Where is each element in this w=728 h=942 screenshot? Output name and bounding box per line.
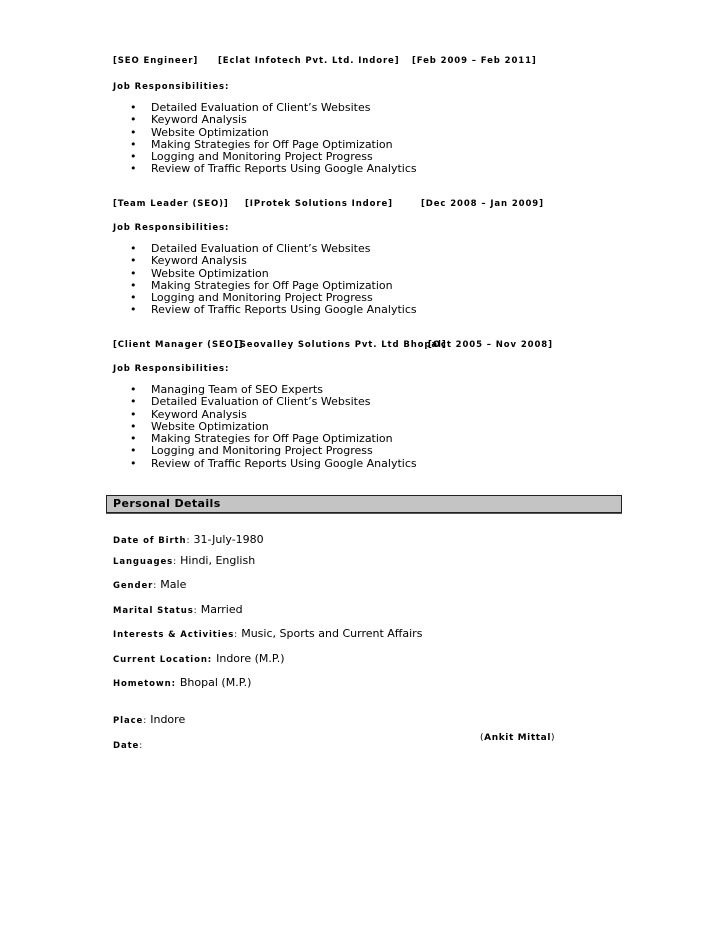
date-row: Date: (113, 741, 143, 751)
list-item: • Detailed Evaluation of Client’s Websites (130, 395, 371, 409)
list-item: • Keyword Analysis (130, 407, 247, 421)
gender-label: Gender (113, 581, 154, 591)
list-item: • Logging and Monitoring Project Progress (130, 150, 373, 164)
bullet-icon: • (130, 291, 137, 305)
job-header (113, 199, 633, 211)
list-item: • Detailed Evaluation of Client’s Websites (130, 242, 371, 255)
place-row: Place: Indore (113, 713, 186, 726)
dob-row: Date of Birth: 31-July-1980 (113, 533, 264, 546)
marital-label: Marital Status (113, 606, 194, 616)
bullet-icon: • (130, 383, 137, 396)
dob-value: 31-July-1980 (193, 533, 264, 546)
bullet-icon: • (130, 137, 137, 151)
date-label: Date (113, 741, 140, 751)
job-header (113, 340, 633, 352)
bullet-icon: • (130, 266, 137, 280)
job-period: [Feb 2009 – Feb 2011] (412, 56, 537, 66)
section-title: Personal Details (113, 497, 221, 510)
bullet-icon: • (130, 242, 137, 255)
place-value: Indore (150, 713, 186, 726)
bullet-icon: • (130, 419, 137, 433)
list-item: • Making Strategies for Off Page Optimization (130, 278, 393, 292)
bullet-icon: • (130, 162, 137, 176)
hometown-label: Hometown: (113, 679, 176, 689)
interests-row: Interests & Activities: Music, Sports and Current Affairs (113, 627, 423, 640)
job-role: [Team Leader (SEO)] (113, 199, 229, 209)
bullet-icon: • (130, 254, 137, 268)
interests-label: Interests & Activities (113, 630, 235, 640)
job-role: [SEO Engineer] (113, 56, 199, 66)
job-company: [IProtek Solutions Indore] (245, 199, 393, 209)
responsibilities-list (113, 102, 417, 176)
list-item: • Review of Traffic Reports Using Google Analytics (130, 303, 417, 317)
list-item: • Keyword Analysis (130, 254, 247, 268)
list-item: • Website Optimization (130, 125, 269, 139)
location-value: Indore (M.P.) (216, 652, 285, 665)
job-role: [Client Manager (SEO)] (113, 340, 244, 350)
list-item: • Managing Team of SEO Experts (130, 383, 323, 396)
bullet-icon: • (130, 150, 137, 164)
location-row (113, 647, 285, 666)
place-label: Place (113, 716, 144, 726)
list-item: • Logging and Monitoring Project Progress (130, 444, 373, 458)
bullet-icon: • (130, 101, 137, 114)
responsibilities-label: Job Responsibilities: (113, 223, 230, 233)
job-company: [Eclat Infotech Pvt. Ltd. Indore] (218, 56, 400, 66)
list-item: • Keyword Analysis (130, 113, 247, 127)
list-item: • Website Optimization (130, 419, 269, 433)
interests-value: Music, Sports and Current Affairs (241, 627, 423, 640)
bullet-icon: • (130, 113, 137, 127)
bullet-icon: • (130, 407, 137, 421)
bullet-icon: • (130, 432, 137, 446)
responsibilities-list (113, 243, 417, 317)
bullet-icon: • (130, 444, 137, 458)
personal-details-header (106, 495, 622, 513)
list-item: • Review of Traffic Reports Using Google Analytics (130, 456, 417, 470)
list-item: • Making Strategies for Off Page Optimization (130, 432, 393, 446)
responsibilities-label: Job Responsibilities: (113, 364, 230, 374)
signature: (Ankit Mittal) (480, 733, 556, 743)
list-item: • Logging and Monitoring Project Progress (130, 291, 373, 305)
bullet-icon: • (130, 456, 137, 470)
marital-value: Married (200, 603, 243, 616)
languages-value: Hindi, English (180, 554, 256, 567)
job-period: [Oct 2005 – Nov 2008] (428, 340, 553, 350)
marital-row: Marital Status: Married (113, 603, 243, 616)
list-item: • Website Optimization (130, 266, 269, 280)
languages-row: Languages: Hindi, English (113, 554, 256, 567)
bullet-icon: • (130, 278, 137, 292)
list-item: • Detailed Evaluation of Client’s Websites (130, 101, 371, 114)
bullet-icon: • (130, 395, 137, 409)
job-period: [Dec 2008 – Jan 2009] (421, 199, 544, 209)
languages-label: Languages (113, 557, 174, 567)
list-item: • Review of Traffic Reports Using Google Analytics (130, 162, 417, 176)
location-label: Current Location: (113, 655, 213, 665)
hometown-row (113, 671, 251, 690)
dob-label: Date of Birth (113, 536, 187, 546)
job-header (113, 56, 633, 68)
bullet-icon: • (130, 125, 137, 139)
list-item: • Making Strategies for Off Page Optimization (130, 137, 393, 151)
responsibilities-label: Job Responsibilities: (113, 82, 230, 92)
gender-row: Gender: Male (113, 578, 187, 591)
bullet-icon: • (130, 303, 137, 317)
hometown-value: Bhopal (M.P.) (179, 676, 252, 689)
job-company: [Seovalley Solutions Pvt. Ltd Bhopal] (235, 340, 447, 350)
signature-name: Ankit Mittal (484, 733, 552, 743)
gender-value: Male (160, 578, 187, 591)
responsibilities-list (113, 384, 417, 470)
